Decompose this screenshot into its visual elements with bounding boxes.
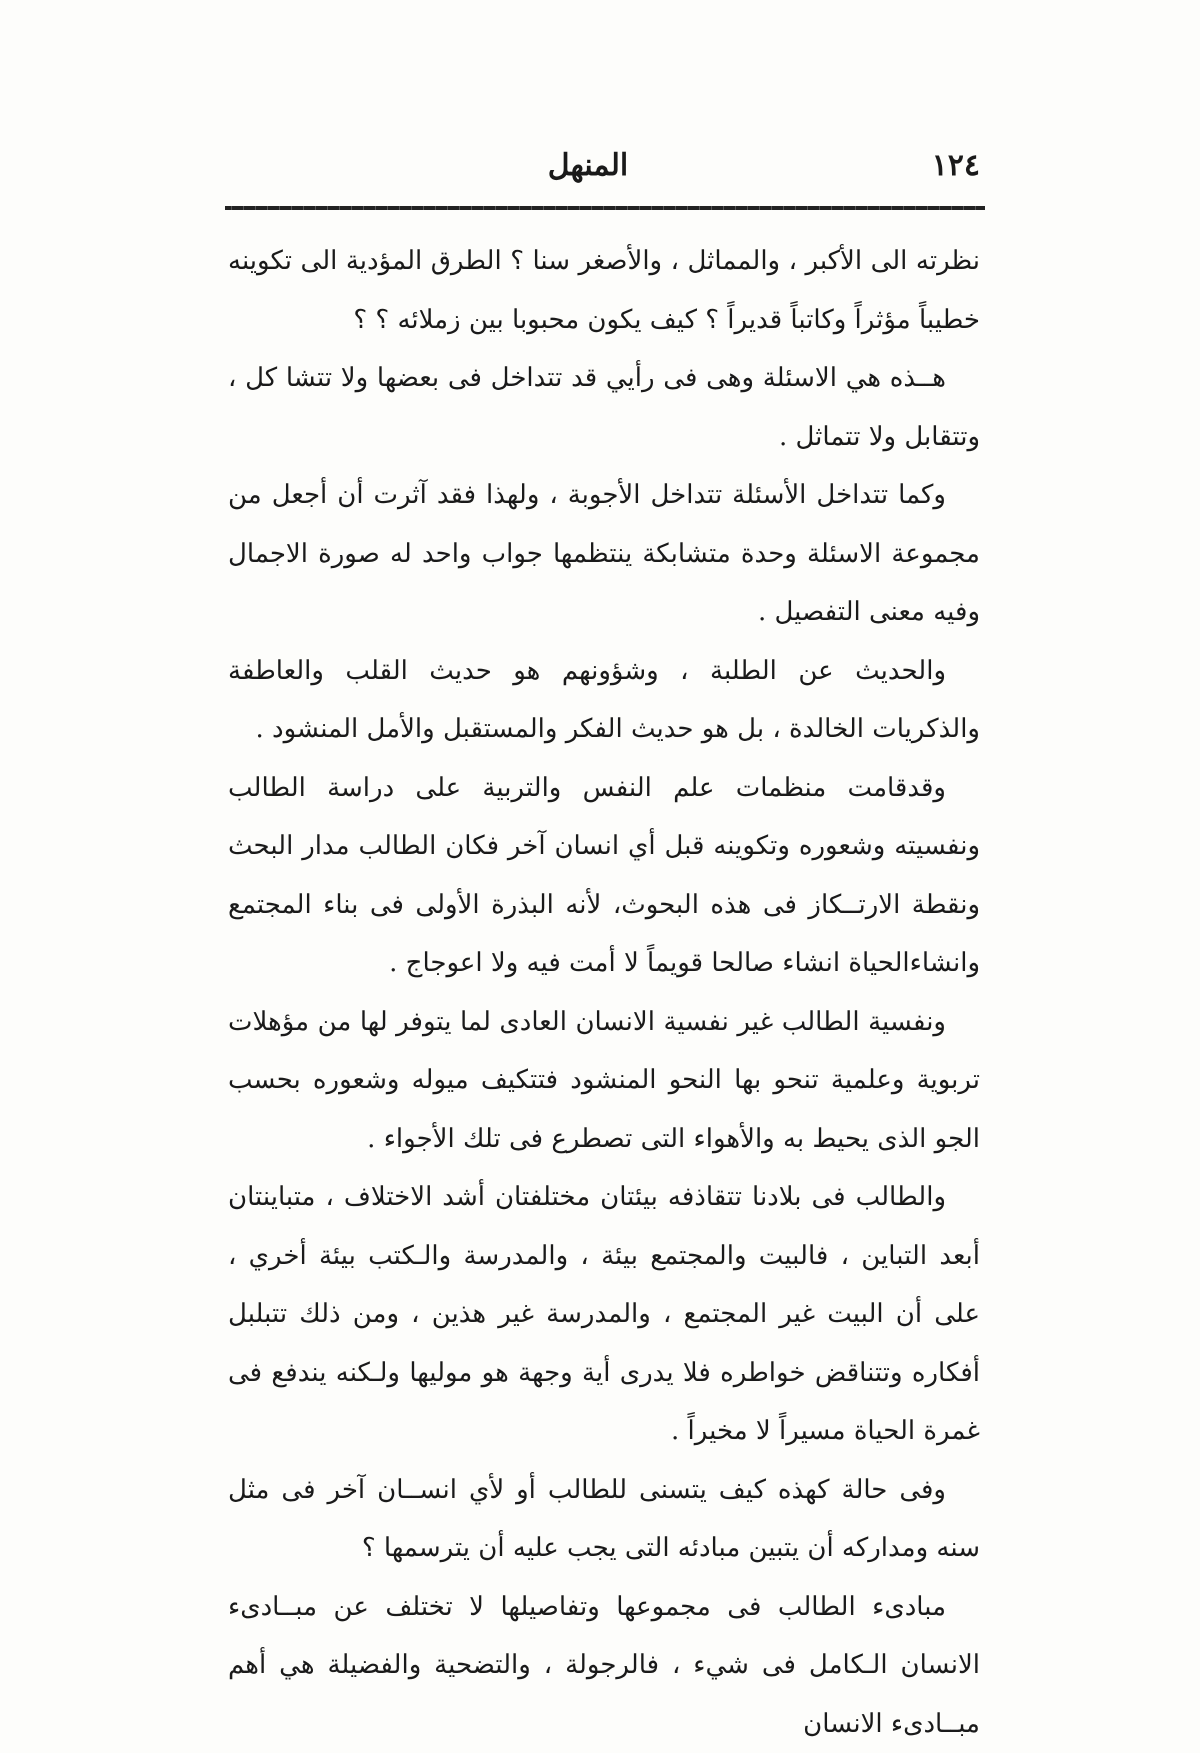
running-title: المنهل <box>508 148 668 183</box>
paragraph: وقدقامت منظمات علم النفس والتربية على دراسة الطالب ونفسيته وشعوره وتكوينه قبل أي انسان آخر فكان الطالب مدار البحث ونقطة الارتــكاز فى هذه البحوث، لأنه البذرة الأولى فى بناء المجتمع وانشاءالحياة انشاء صالحا قويماً لا أمت فيه ولا اعوجاج . <box>228 759 980 993</box>
body-text <box>228 232 980 1753</box>
paragraph: هــذه هي الاسئلة وهى فى رأيي قد تتداخل فى بعضها ولا تتشا كل ، وتتقابل ولا تتماثل . <box>228 349 980 466</box>
paragraph: ونفسية الطالب غير نفسية الانسان العادى لما يتوفر لها من مؤهلات تربوية وعلمية تنحو بها النحو المنشود فتتكيف ميوله وشعوره بحسب الجو الذى يحيط به والأهواء التى تصطرع فى تلك الأجواء . <box>228 993 980 1169</box>
page-header <box>228 148 980 198</box>
paragraph: نظرته الى الأكبر ، والمماثل ، والأصغر سنا ؟ الطرق المؤدية الى تكوينه خطيباً مؤثراً وكاتباً قديراً ؟ كيف يكون محبوبا بين زملائه ؟ ؟ <box>228 232 980 349</box>
paragraph: والحديث عن الطلبة ، وشؤونهم هو حديث القلب والعاطفة والذكريات الخالدة ، بل هو حديث الفكر والمستقبل والأمل المنشود . <box>228 642 980 759</box>
paragraph: وفى حالة كهذه كيف يتسنى للطالب أو لأي انســان آخر فى مثل سنه ومداركه أن يتبين مبادئه التى يجب عليه أن يترسمها ؟ <box>228 1461 980 1578</box>
paragraph: وكما تتداخل الأسئلة تتداخل الأجوبة ، ولهذا فقد آثرت أن أجعل من مجموعة الاسئلة وحدة متشابكة ينتظمها جواب واحد له صورة الاجمال وفيه معنى التفصيل . <box>228 466 980 642</box>
header-rule <box>225 206 985 210</box>
paragraph: مبادىء الطالب فى مجموعها وتفاصيلها لا تختلف عن مبــادىء الانسان الـكامل فى شيء ، فالرجولة ، والتضحية والفضيلة هي أهم مبــادىء الانسان <box>228 1578 980 1753</box>
paragraph: والطالب فى بلادنا تتقاذفه بيئتان مختلفتان أشد الاختلاف ، متباينتان أبعد التباين ، فالبيت والمجتمع بيئة ، والمدرسة والـكتب بيئة أخري ، على أن البيت غير المجتمع ، والمدرسة غير هذين ، ومن ذلك تتبلبل أفكاره وتتناقض خواطره فلا يدرى أية وجهة هو موليها ولـكنه يندفع فى غمرة الحياة مسيراً لا مخيراً . <box>228 1168 980 1461</box>
page-number: ١٢٤ <box>932 148 980 183</box>
